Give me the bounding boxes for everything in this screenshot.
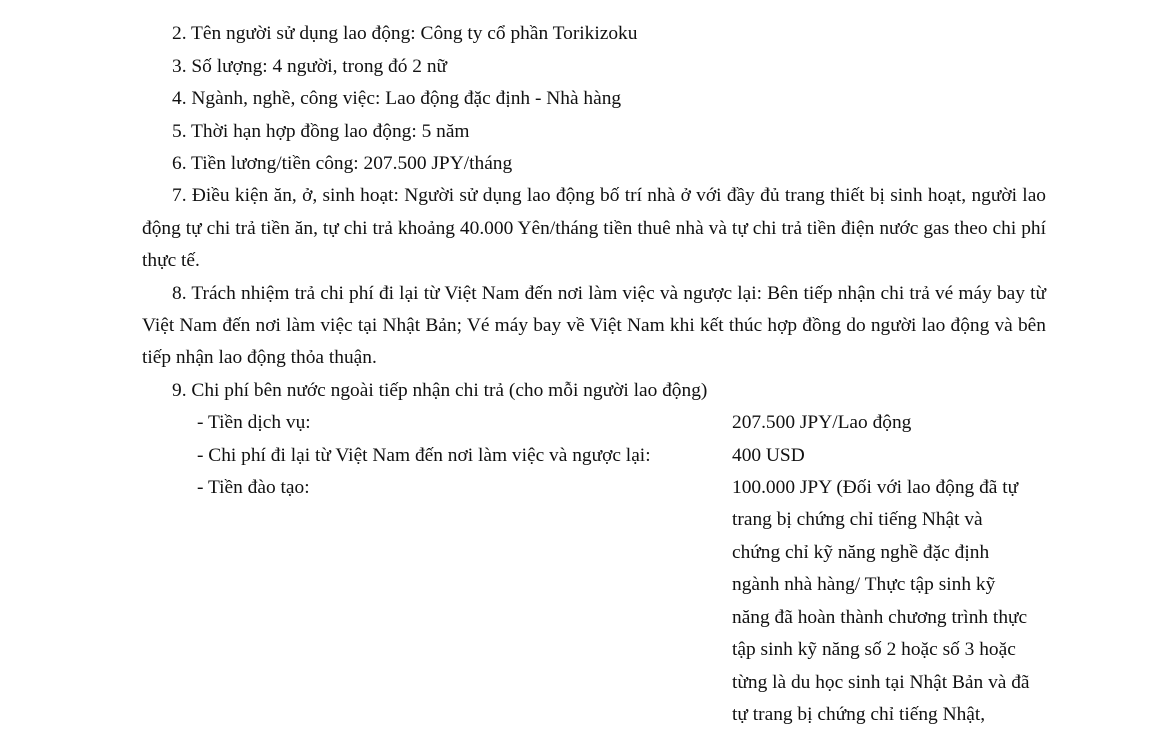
item-contract-term: 5. Thời hạn hợp đồng lao động: 5 năm [172,120,470,142]
item-living-conditions: 7. Điều kiện ăn, ở, sinh hoạt: Người sử dụng lao động bố trí nhà ở với đầy đủ trang thiết bị sinh hoạt, người lao động tự chi trả tiền ăn, tự chi trả khoảng 40.000 Yên/tháng tiền thuê nhà và tự chi trả tiền điện nước gas theo chi phí thực tế. [142,185,1046,272]
item-quantity: 3. Số lượng: 4 người, trong đó 2 nữ [172,55,448,77]
document-page [142,0,1046,731]
item-occupation: 4. Ngành, nghề, công việc: Lao động đặc định - Nhà hàng [172,88,622,110]
fee-value: 400 USD [732,444,805,466]
fee-value: 100.000 JPY (Đối với lao động đã tự trang bị chứng chỉ tiếng Nhật và chứng chỉ kỹ năng nghề đặc định ngành nhà hàng/ Thực tập sinh kỹ năng đã hoàn thành chương trình thực tập sinh kỹ năng số 2 hoặc số 3 hoặc từng là du học sinh tại Nhật Bản và đã tự trang bị chứng chỉ tiếng Nhật, [732,477,1030,725]
item-travel-costs: 8. Trách nhiệm trả chi phí đi lại từ Việt Nam đến nơi làm việc và ngược lại: Bên tiếp nhận chi trả vé máy bay từ Việt Nam đến nơi làm việc tại Nhật Bản; Vé máy bay về Việt Nam khi kết thúc hợp đồng do người lao động và bên tiếp nhận lao động thỏa thuận. [142,282,1046,369]
fee-value: 207.500 JPY/Lao động [732,412,912,434]
clipped-previous-line [142,0,1046,18]
item-foreign-costs: 9. Chi phí bên nước ngoài tiếp nhận chi trả (cho mỗi người lao động) [172,379,708,401]
fee-row-training [142,472,1046,731]
fee-label: - Chi phí đi lại từ Việt Nam đến nơi làm việc và ngược lại: [197,444,651,466]
fee-label: - Tiền dịch vụ: [197,412,311,434]
fee-row-service [142,407,1046,439]
item-salary: 6. Tiền lương/tiền công: 207.500 JPY/tháng [172,153,513,175]
fee-row-travel [142,440,1046,472]
item-employer: 2. Tên người sử dụng lao động: Công ty cổ phần Torikizoku [172,23,638,45]
fee-label: - Tiền đào tạo: [197,477,310,499]
